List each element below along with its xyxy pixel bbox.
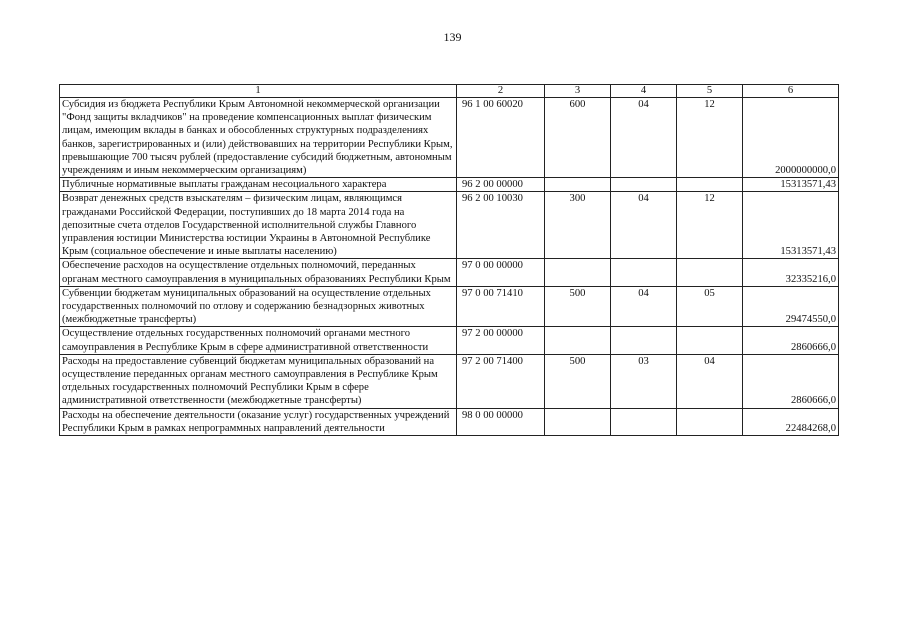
subsection-code	[677, 259, 743, 286]
subsection-code: 04	[677, 354, 743, 408]
table-row	[60, 286, 839, 327]
column-header: 4	[611, 85, 677, 98]
expense-type-code	[545, 408, 611, 435]
column-header: 6	[743, 85, 839, 98]
table-row	[60, 327, 839, 354]
expense-name: Осуществление отдельных государственных полномочий органами местного самоуправления в Республике Крым в сфере административной ответственности	[60, 327, 457, 354]
amount: 15313571,43	[743, 192, 839, 259]
section-code	[611, 327, 677, 354]
target-code: 96 1 00 60020	[457, 98, 545, 178]
table-row	[60, 178, 839, 192]
subsection-code: 12	[677, 192, 743, 259]
subsection-code	[677, 178, 743, 192]
target-code: 98 0 00 00000	[457, 408, 545, 435]
amount: 2860666,0	[743, 327, 839, 354]
expense-type-code	[545, 327, 611, 354]
section-code	[611, 178, 677, 192]
budget-table	[59, 84, 839, 436]
table-row	[60, 192, 839, 259]
table-row	[60, 408, 839, 435]
section-code	[611, 259, 677, 286]
expense-name: Публичные нормативные выплаты гражданам несоциального характера	[60, 178, 457, 192]
section-code: 03	[611, 354, 677, 408]
column-header: 3	[545, 85, 611, 98]
section-code: 04	[611, 98, 677, 178]
table-header-row	[60, 85, 839, 98]
amount: 2000000000,0	[743, 98, 839, 178]
expense-name: Расходы на предоставление субвенций бюджетам муниципальных образований на осуществление переданных органам местного самоуправления в Республике Крым отдельных государственных полномочий Республики Крым в сфере административной ответственности (межбюджетные трансферты)	[60, 354, 457, 408]
table-row	[60, 259, 839, 286]
target-code: 97 2 00 00000	[457, 327, 545, 354]
expense-name: Расходы на обеспечение деятельности (оказание услуг) государственных учреждений Республики Крым в рамках непрограммных направлений деятельности	[60, 408, 457, 435]
section-code: 04	[611, 192, 677, 259]
table-row	[60, 354, 839, 408]
table-row	[60, 98, 839, 178]
expense-name: Субсидия из бюджета Республики Крым Автономной некоммерческой организации "Фонд защиты вкладчиков" на проведение компенсационных выплат физическим лицам, имеющим вклады в банках и обособленных структурных подразделениях банков, зарегистрированных и (или) действовавших на территории Республики Крым, превышающие 700 тысяч рублей (предоставление субсидий бюджетным, автономным учреждениям и иным некоммерческим организациям)	[60, 98, 457, 178]
expense-name: Возврат денежных средств взыскателям – физическим лицам, являющимся гражданами Российской Федерации, поступивших до 18 марта 2014 года на депозитные счета отделов Государственной исполнительной службы Главного управления юстиции Министерства юстиции Украины в Автономной Республике Крым (социальное обеспечение и иные выплаты населению)	[60, 192, 457, 259]
expense-name: Субвенции бюджетам муниципальных образований на осуществление отдельных государственных полномочий по отлову и содержанию безнадзорных животных (межбюджетные трансферты)	[60, 286, 457, 327]
subsection-code: 12	[677, 98, 743, 178]
expense-type-code: 600	[545, 98, 611, 178]
target-code: 97 0 00 00000	[457, 259, 545, 286]
amount: 2860666,0	[743, 354, 839, 408]
expense-name: Обеспечение расходов на осуществление отдельных полномочий, переданных органам местного самоуправления в муниципальных образованиях Республики Крым	[60, 259, 457, 286]
target-code: 97 0 00 71410	[457, 286, 545, 327]
subsection-code	[677, 327, 743, 354]
subsection-code	[677, 408, 743, 435]
amount: 32335216,0	[743, 259, 839, 286]
expense-type-code	[545, 178, 611, 192]
amount: 29474550,0	[743, 286, 839, 327]
amount: 22484268,0	[743, 408, 839, 435]
target-code: 96 2 00 10030	[457, 192, 545, 259]
expense-type-code	[545, 259, 611, 286]
amount: 15313571,43	[743, 178, 839, 192]
target-code: 97 2 00 71400	[457, 354, 545, 408]
expense-type-code: 500	[545, 286, 611, 327]
target-code: 96 2 00 00000	[457, 178, 545, 192]
expense-type-code: 300	[545, 192, 611, 259]
section-code: 04	[611, 286, 677, 327]
section-code	[611, 408, 677, 435]
subsection-code: 05	[677, 286, 743, 327]
column-header: 2	[457, 85, 545, 98]
expense-type-code: 500	[545, 354, 611, 408]
column-header: 1	[60, 85, 457, 98]
column-header: 5	[677, 85, 743, 98]
page-number: 139	[443, 30, 462, 44]
